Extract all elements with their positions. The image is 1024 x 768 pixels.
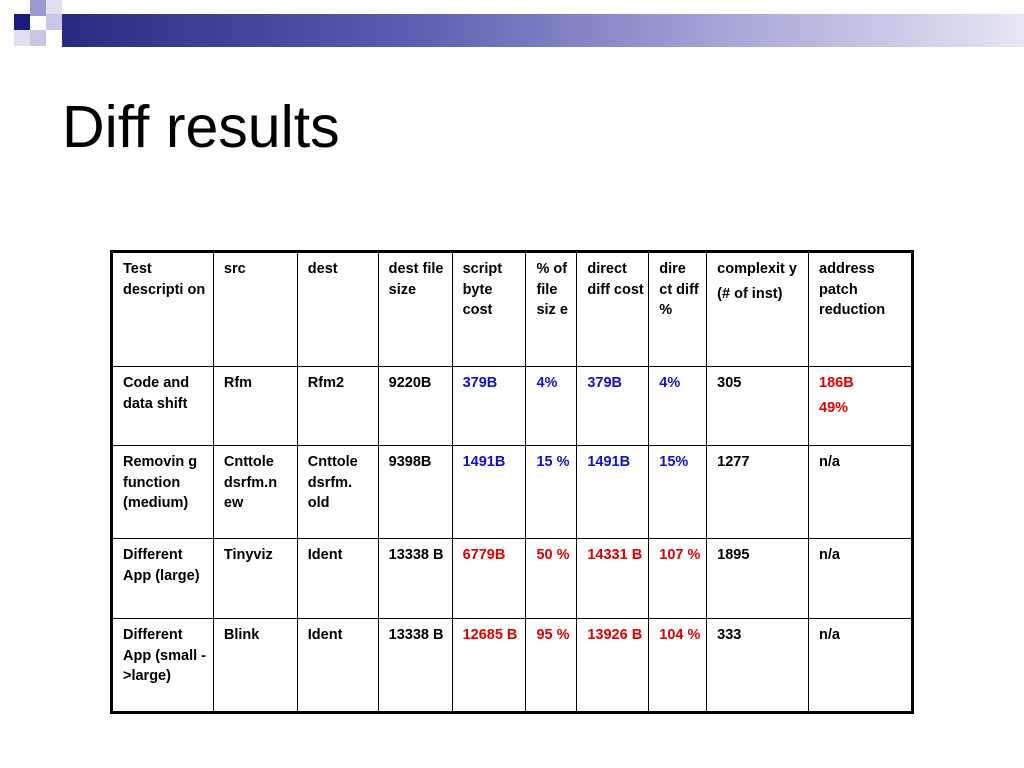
table-cell: 12685 B bbox=[452, 619, 526, 713]
header-cell: dest file size bbox=[378, 252, 452, 367]
table-cell: 95 % bbox=[526, 619, 577, 713]
table-row bbox=[112, 619, 913, 713]
header-cell: direct diff cost bbox=[577, 252, 649, 367]
table-row bbox=[112, 539, 913, 619]
table-cell: 15 % bbox=[526, 446, 577, 539]
table-cell: 1277 bbox=[707, 446, 809, 539]
table-cell: 13338 B bbox=[378, 539, 452, 619]
table-cell: 379B bbox=[452, 367, 526, 446]
corner-square-dark bbox=[14, 14, 30, 30]
table-cell: Ident bbox=[297, 619, 378, 713]
table-cell: 333 bbox=[707, 619, 809, 713]
table-cell: Tinyviz bbox=[213, 539, 297, 619]
table-cell: 1491B bbox=[452, 446, 526, 539]
table-cell: Different App (small - >large) bbox=[112, 619, 214, 713]
header-cell: Test descripti on bbox=[112, 252, 214, 367]
header-cell: dire ct diff % bbox=[649, 252, 707, 367]
corner-square-light bbox=[14, 30, 30, 46]
table-cell: 9220B bbox=[378, 367, 452, 446]
header-cell: % of file siz e bbox=[526, 252, 577, 367]
table-cell: Rfm bbox=[213, 367, 297, 446]
header-text: complexit y bbox=[717, 261, 797, 277]
table-cell: 9398B bbox=[378, 446, 452, 539]
table-cell: Cnttole dsrfm. old bbox=[297, 446, 378, 539]
table-cell: n/a bbox=[809, 619, 913, 713]
corner-square-light bbox=[46, 0, 62, 14]
table-row bbox=[112, 367, 913, 446]
table-cell: Ident bbox=[297, 539, 378, 619]
table-cell: Removin g function (medium) bbox=[112, 446, 214, 539]
table-cell: 6779B bbox=[452, 539, 526, 619]
table-cell: n/a bbox=[809, 446, 913, 539]
table-cell: 1895 bbox=[707, 539, 809, 619]
header-cell: src bbox=[213, 252, 297, 367]
table-header-row bbox=[112, 252, 913, 367]
table-cell: 14331 B bbox=[577, 539, 649, 619]
slide-title: Diff results bbox=[62, 94, 340, 160]
table-cell: Rfm2 bbox=[297, 367, 378, 446]
header-cell: dest bbox=[297, 252, 378, 367]
cell-text: 49% bbox=[819, 399, 849, 416]
corner-square-light bbox=[30, 0, 46, 16]
table-cell: 107 % bbox=[649, 539, 707, 619]
header-subtext: (# of inst) bbox=[717, 285, 783, 302]
table-cell: 50 % bbox=[526, 539, 577, 619]
table-row bbox=[112, 446, 913, 539]
table-cell: 1491B bbox=[577, 446, 649, 539]
table-cell: n/a bbox=[809, 539, 913, 619]
table-cell: 13338 B bbox=[378, 619, 452, 713]
header-cell: script byte cost bbox=[452, 252, 526, 367]
table-cell: Blink bbox=[213, 619, 297, 713]
header-gradient-bar bbox=[62, 14, 1024, 47]
table-cell: 13926 B bbox=[577, 619, 649, 713]
table-cell: 4% bbox=[649, 367, 707, 446]
cell-text: 186B bbox=[819, 375, 854, 391]
header-cell: address patch reduction bbox=[809, 252, 913, 367]
diff-results-table bbox=[110, 250, 914, 714]
table-cell bbox=[809, 367, 913, 446]
table-cell: 15% bbox=[649, 446, 707, 539]
corner-square-light bbox=[46, 14, 62, 30]
table-cell: 4% bbox=[526, 367, 577, 446]
table-cell: 104 % bbox=[649, 619, 707, 713]
table-cell: Cnttole dsrfm.n ew bbox=[213, 446, 297, 539]
header-cell bbox=[707, 252, 809, 367]
table-cell: 379B bbox=[577, 367, 649, 446]
corner-square-light bbox=[30, 30, 46, 46]
table-cell: 305 bbox=[707, 367, 809, 446]
table-cell: Different App (large) bbox=[112, 539, 214, 619]
table-cell: Code and data shift bbox=[112, 367, 214, 446]
